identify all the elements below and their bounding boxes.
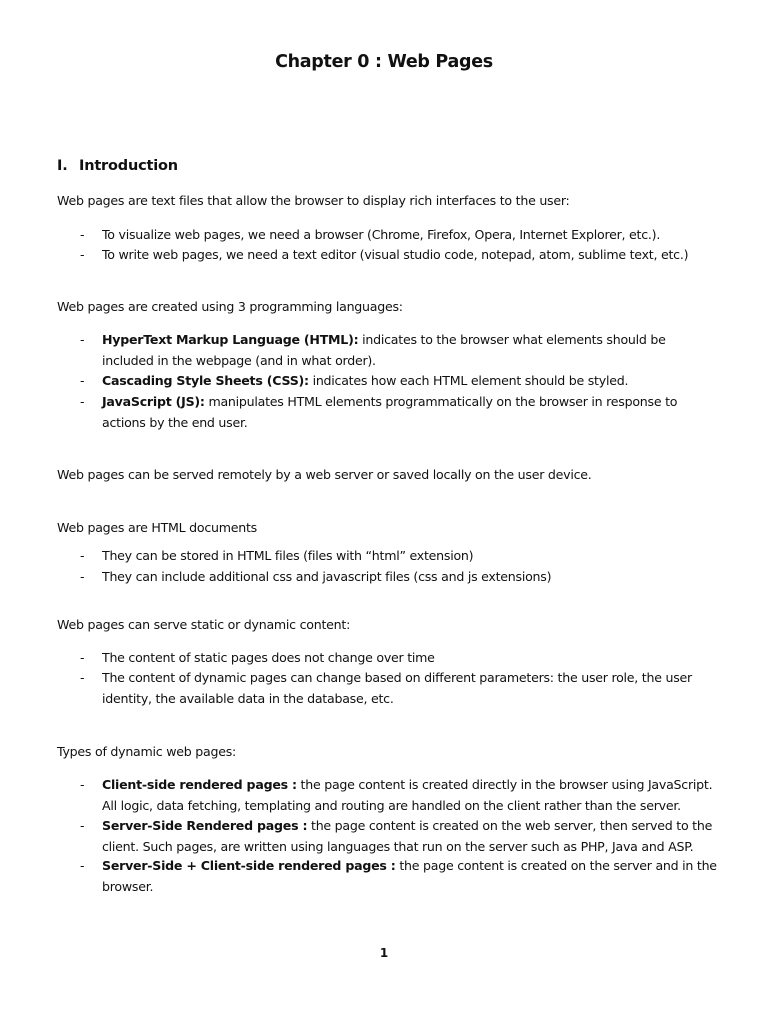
list-item-text: identity, the available data in the database, etc. xyxy=(102,690,394,706)
list-item-text: included in the webpage (and in what order). xyxy=(102,352,376,368)
page-title: Chapter 0 : Web Pages xyxy=(275,52,493,72)
list-item-text: They can include additional css and javascript files (css and js extensions) xyxy=(102,569,552,584)
list-item-text: They can be stored in HTML files (files with “html” extension) xyxy=(102,548,474,563)
bullet-dash: - xyxy=(80,373,85,388)
list-item-text: client. Such pages, are written using languages that run on the server such as PHP, Java and ASP. xyxy=(102,838,694,854)
list-item-text: indicates how each HTML element should be styled. xyxy=(308,373,629,388)
bullet-dash: - xyxy=(80,670,85,685)
section-heading xyxy=(57,158,178,174)
bullet-dash: - xyxy=(80,650,85,665)
bullet-dash: - xyxy=(80,569,85,584)
term-server-side: Server-Side Rendered pages : xyxy=(102,818,308,833)
section-number: I. xyxy=(57,158,68,174)
list-item-text: To visualize web pages, we need a browser (Chrome, Firefox, Opera, Internet Explorer, etc.). xyxy=(102,227,661,242)
served-paragraph: Web pages can be served remotely by a web server or saved locally on the user device. xyxy=(57,467,592,482)
list-item-text: To write web pages, we need a text editor (visual studio code, notepad, atom, sublime text, etc.) xyxy=(102,247,689,262)
list-item-text: the page content is created directly in the browser using JavaScript. xyxy=(296,777,713,792)
term-hybrid: Server-Side + Client-side rendered pages : xyxy=(102,858,396,873)
section-title: Introduction xyxy=(79,158,178,174)
content-paragraph: Web pages can serve static or dynamic content: xyxy=(57,617,351,632)
list-item-text: the page content is created on the web server, then served to the xyxy=(307,818,713,833)
types-paragraph: Types of dynamic web pages: xyxy=(57,744,237,759)
term-js: JavaScript (JS): xyxy=(102,394,205,409)
page-number: 1 xyxy=(379,946,389,960)
html-docs-paragraph: Web pages are HTML documents xyxy=(57,520,257,535)
list-item-text: All logic, data fetching, templating and routing are handled on the client rather than the server. xyxy=(102,797,681,813)
bullet-dash: - xyxy=(80,818,85,833)
bullet-dash: - xyxy=(80,858,85,873)
languages-paragraph: Web pages are created using 3 programming languages: xyxy=(57,299,403,314)
term-client-side: Client-side rendered pages : xyxy=(102,777,297,792)
bullet-dash: - xyxy=(80,394,85,409)
bullet-dash: - xyxy=(80,777,85,792)
list-item-text: actions by the end user. xyxy=(102,414,248,430)
list-item-text: indicates to the browser what elements should be xyxy=(358,332,666,347)
intro-paragraph: Web pages are text files that allow the browser to display rich interfaces to the user: xyxy=(57,193,570,208)
bullet-dash: - xyxy=(80,548,85,563)
list-item-text: browser. xyxy=(102,878,154,894)
bullet-dash: - xyxy=(80,332,85,347)
term-html: HyperText Markup Language (HTML): xyxy=(102,332,359,347)
list-item-text: The content of dynamic pages can change based on different parameters: the user role, the user xyxy=(102,670,692,685)
list-item-text: The content of static pages does not change over time xyxy=(102,650,435,665)
list-item-text: manipulates HTML elements programmatically on the browser in response to xyxy=(204,394,678,409)
term-css: Cascading Style Sheets (CSS): xyxy=(102,373,309,388)
list-item-text: the page content is created on the server and in the xyxy=(395,858,717,873)
bullet-dash: - xyxy=(80,227,85,242)
bullet-dash: - xyxy=(80,247,85,262)
